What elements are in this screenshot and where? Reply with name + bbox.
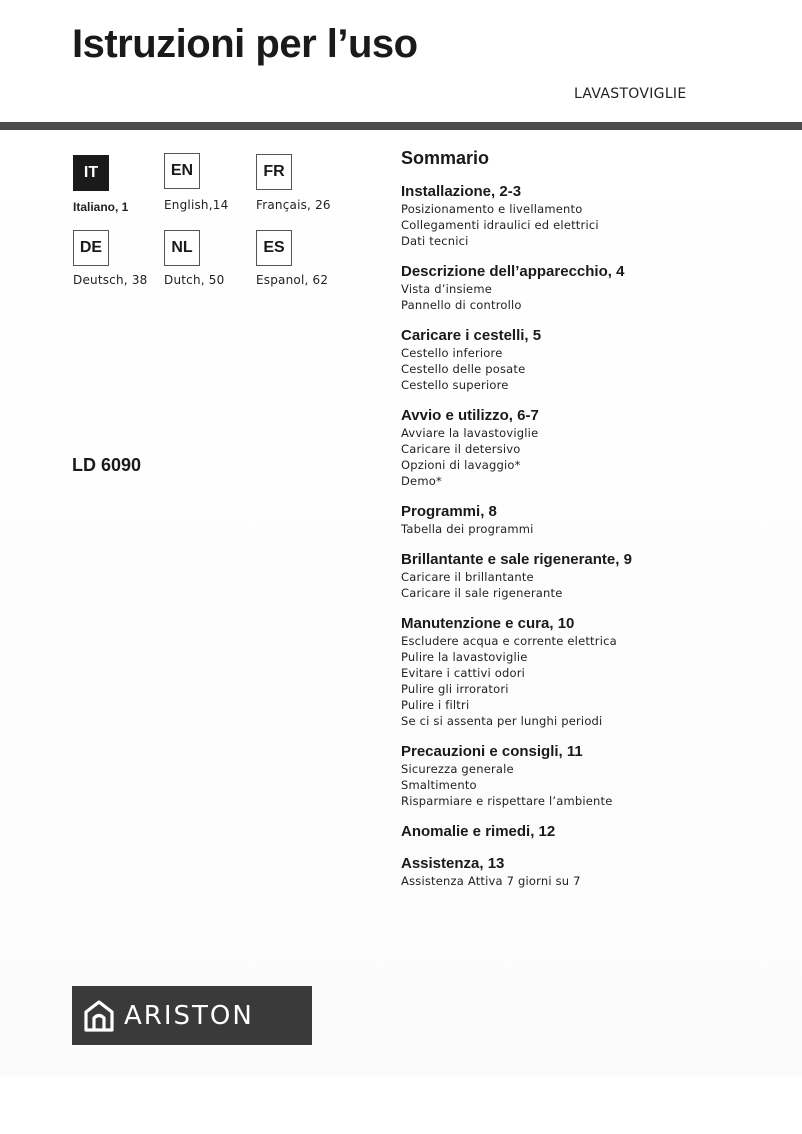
- language-label-es[interactable]: Espanol, 62: [256, 273, 329, 287]
- toc-section-item[interactable]: Caricare il detersivo: [401, 442, 521, 456]
- toc-section-item[interactable]: Demo*: [401, 474, 442, 488]
- ariston-logo: [72, 986, 312, 1045]
- toc-section: [401, 407, 791, 489]
- toc-heading: Sommario: [401, 148, 490, 168]
- toc-section-title[interactable]: Anomalie e rimedi, 12: [401, 823, 556, 840]
- toc-section-item[interactable]: Cestello delle posate: [401, 362, 526, 376]
- toc-section-item[interactable]: Cestello superiore: [401, 378, 509, 392]
- toc-section: [401, 855, 791, 889]
- ariston-house-icon: [84, 1000, 114, 1032]
- toc-section: [401, 503, 791, 537]
- toc-section-item[interactable]: Dati tecnici: [401, 234, 469, 248]
- toc-section-item[interactable]: Avviare la lavastoviglie: [401, 426, 539, 440]
- logo-wordmark: ARISTON: [124, 1000, 254, 1031]
- toc-sections: [401, 183, 791, 889]
- toc-section-item[interactable]: Escludere acqua e corrente elettrica: [401, 634, 617, 648]
- language-code-es[interactable]: ES: [256, 230, 292, 266]
- header-divider: [0, 122, 802, 130]
- toc-section-item[interactable]: Opzioni di lavaggio*: [401, 458, 521, 472]
- toc-section-item[interactable]: Pulire la lavastoviglie: [401, 650, 528, 664]
- toc-section-title[interactable]: Assistenza, 13: [401, 855, 505, 872]
- language-code-de[interactable]: DE: [73, 230, 109, 266]
- language-label-it[interactable]: Italiano, 1: [73, 200, 129, 214]
- toc-section-item[interactable]: Posizionamento e livellamento: [401, 202, 583, 216]
- toc-section-title[interactable]: Avvio e utilizzo, 6-7: [401, 407, 539, 424]
- toc-section: [401, 183, 791, 249]
- toc-section-item[interactable]: Evitare i cattivi odori: [401, 666, 526, 680]
- toc-section: [401, 615, 791, 729]
- language-code-en[interactable]: EN: [164, 153, 200, 189]
- toc-section-item[interactable]: Smaltimento: [401, 778, 477, 792]
- toc-section-item[interactable]: Tabella dei programmi: [401, 522, 534, 536]
- language-code-fr[interactable]: FR: [256, 154, 292, 190]
- language-code-it[interactable]: IT: [73, 155, 109, 191]
- language-label-fr[interactable]: Français, 26: [256, 198, 331, 212]
- toc-section-item[interactable]: Pulire gli irroratori: [401, 682, 509, 696]
- toc-section: [401, 551, 791, 601]
- toc-section-item[interactable]: Cestello inferiore: [401, 346, 503, 360]
- toc-section-title[interactable]: Installazione, 2-3: [401, 183, 522, 200]
- language-code-nl[interactable]: NL: [164, 230, 200, 266]
- toc-section-item[interactable]: Collegamenti idraulici ed elettrici: [401, 218, 599, 232]
- toc-section-item[interactable]: Pulire i filtri: [401, 698, 470, 712]
- toc-section-item[interactable]: Vista d’insieme: [401, 282, 492, 296]
- product-category: LAVASTOVIGLIE: [574, 86, 687, 102]
- toc-section-item[interactable]: Pannello di controllo: [401, 298, 522, 312]
- toc-section-title[interactable]: Precauzioni e consigli, 11: [401, 743, 583, 760]
- toc-section-title[interactable]: Manutenzione e cura, 10: [401, 615, 575, 632]
- language-label-nl[interactable]: Dutch, 50: [164, 273, 225, 287]
- toc-section-item[interactable]: Caricare il sale rigenerante: [401, 586, 563, 600]
- toc-section: [401, 823, 791, 841]
- toc-section: [401, 327, 791, 393]
- toc-section: [401, 743, 791, 809]
- language-label-en[interactable]: English,14: [164, 198, 229, 212]
- toc-section-title[interactable]: Brillantante e sale rigenerante, 9: [401, 551, 632, 568]
- toc-section-title[interactable]: Descrizione dell’apparecchio, 4: [401, 263, 625, 280]
- model-number: LD 6090: [72, 455, 142, 475]
- toc-section-item[interactable]: Risparmiare e rispettare l’ambiente: [401, 794, 613, 808]
- toc-section: [401, 263, 791, 313]
- page-title: Istruzioni per l’uso: [72, 22, 418, 66]
- toc-section-item[interactable]: Assistenza Attiva 7 giorni su 7: [401, 874, 581, 888]
- language-label-de[interactable]: Deutsch, 38: [73, 273, 148, 287]
- toc-section-item[interactable]: Sicurezza generale: [401, 762, 514, 776]
- toc-section-item[interactable]: Caricare il brillantante: [401, 570, 534, 584]
- toc-section-title[interactable]: Caricare i cestelli, 5: [401, 327, 542, 344]
- toc-section-item[interactable]: Se ci si assenta per lunghi periodi: [401, 714, 603, 728]
- table-of-contents: [401, 146, 791, 903]
- toc-section-title[interactable]: Programmi, 8: [401, 503, 497, 520]
